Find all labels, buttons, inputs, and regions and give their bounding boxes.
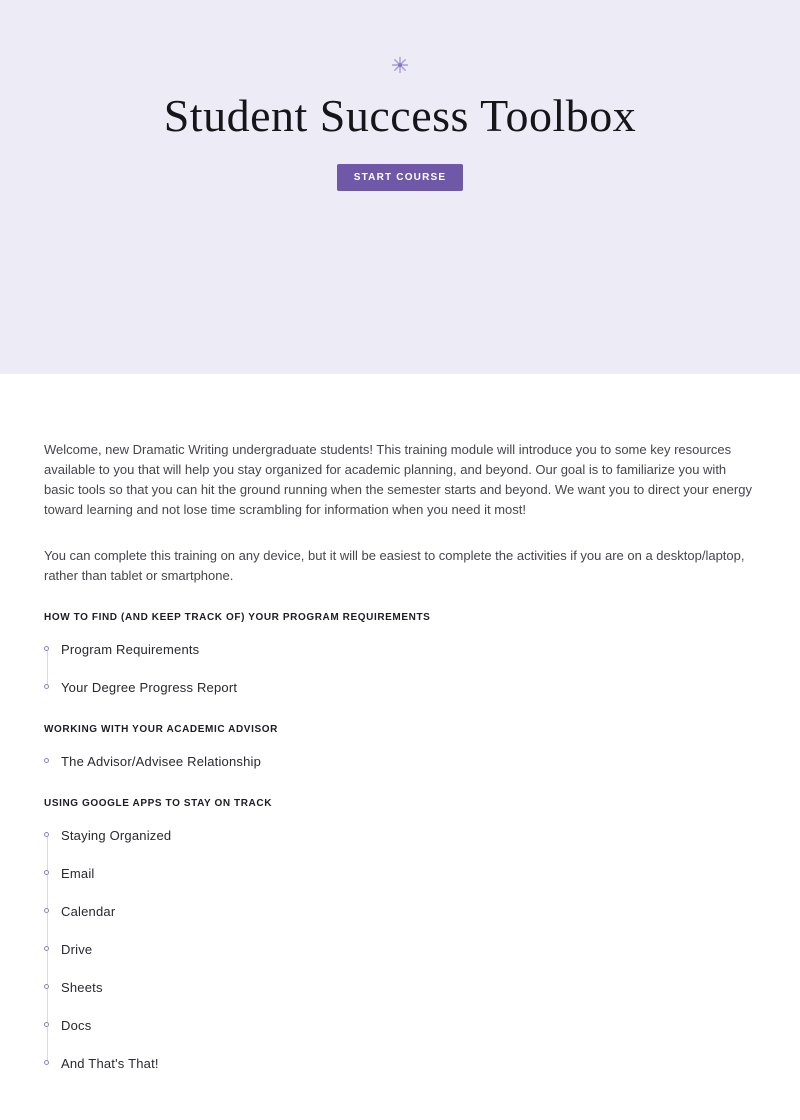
lesson-bullet-icon bbox=[44, 984, 49, 989]
course-header bbox=[0, 0, 800, 374]
lesson-section-program-requirements bbox=[44, 612, 756, 698]
lesson-section-google-apps bbox=[44, 798, 756, 1074]
lesson-outline bbox=[44, 612, 756, 1074]
lesson-item-program-requirements[interactable] bbox=[44, 640, 756, 660]
lesson-title: Your Degree Progress Report bbox=[61, 680, 238, 695]
lesson-item-sheets[interactable] bbox=[44, 978, 756, 998]
section-heading: USING GOOGLE APPS TO STAY ON TRACK bbox=[44, 798, 273, 809]
lesson-item-staying-organized[interactable] bbox=[44, 826, 756, 846]
lesson-item-advisor-advisee-relationship[interactable] bbox=[44, 752, 756, 772]
lesson-item-and-thats-that[interactable] bbox=[44, 1054, 756, 1074]
lesson-title: Sheets bbox=[61, 980, 103, 995]
lesson-bullet-icon bbox=[44, 646, 49, 651]
section-heading: HOW TO FIND (AND KEEP TRACK OF) YOUR PROGRAM REQUIREMENTS bbox=[44, 612, 431, 623]
lesson-title: And That's That! bbox=[61, 1056, 159, 1071]
lesson-title: Staying Organized bbox=[61, 828, 172, 843]
lesson-item-docs[interactable] bbox=[44, 1016, 756, 1036]
lesson-list bbox=[44, 752, 756, 772]
lesson-section-academic-advisor bbox=[44, 724, 756, 772]
lesson-list bbox=[44, 640, 756, 698]
section-heading: WORKING WITH YOUR ACADEMIC ADVISOR bbox=[44, 724, 278, 735]
course-title: Student Success Toolbox bbox=[163, 90, 637, 141]
lesson-item-drive[interactable] bbox=[44, 940, 756, 960]
lesson-bullet-icon bbox=[44, 946, 49, 951]
course-overview bbox=[44, 374, 756, 1120]
lesson-item-email[interactable] bbox=[44, 864, 756, 884]
lesson-bullet-icon bbox=[44, 832, 49, 837]
lesson-title: Program Requirements bbox=[61, 642, 200, 657]
lesson-title: The Advisor/Advisee Relationship bbox=[61, 754, 262, 769]
asterisk-sparkle-icon bbox=[391, 56, 409, 74]
lesson-item-calendar[interactable] bbox=[44, 902, 756, 922]
start-course-button[interactable]: START COURSE bbox=[337, 164, 464, 191]
lesson-bullet-icon bbox=[44, 758, 49, 763]
overview-paragraph-1: Welcome, new Dramatic Writing undergraduate students! This training module will introduce you to some key resources available to you that will help you stay organized for academic planning, and beyond. Our goal is to familiarize you with basic tools so that you can hit the ground running when the semester starts and beyond. We want you to direct your energy toward learning and not lose time scrambling for information when you need it most! bbox=[44, 442, 752, 517]
overview-paragraph-2: You can complete this training on any device, but it will be easiest to complete the activities if you are on a desktop/laptop, rather than tablet or smartphone. bbox=[44, 548, 745, 583]
lesson-bullet-icon bbox=[44, 684, 49, 689]
lesson-title: Calendar bbox=[61, 904, 116, 919]
lesson-bullet-icon bbox=[44, 870, 49, 875]
lesson-list bbox=[44, 826, 756, 1074]
lesson-bullet-icon bbox=[44, 1060, 49, 1065]
lesson-bullet-icon bbox=[44, 1022, 49, 1027]
lesson-title: Drive bbox=[61, 942, 93, 957]
lesson-title: Docs bbox=[61, 1018, 92, 1033]
lesson-title: Email bbox=[61, 866, 95, 881]
lesson-bullet-icon bbox=[44, 908, 49, 913]
lesson-item-degree-progress-report[interactable] bbox=[44, 678, 756, 698]
